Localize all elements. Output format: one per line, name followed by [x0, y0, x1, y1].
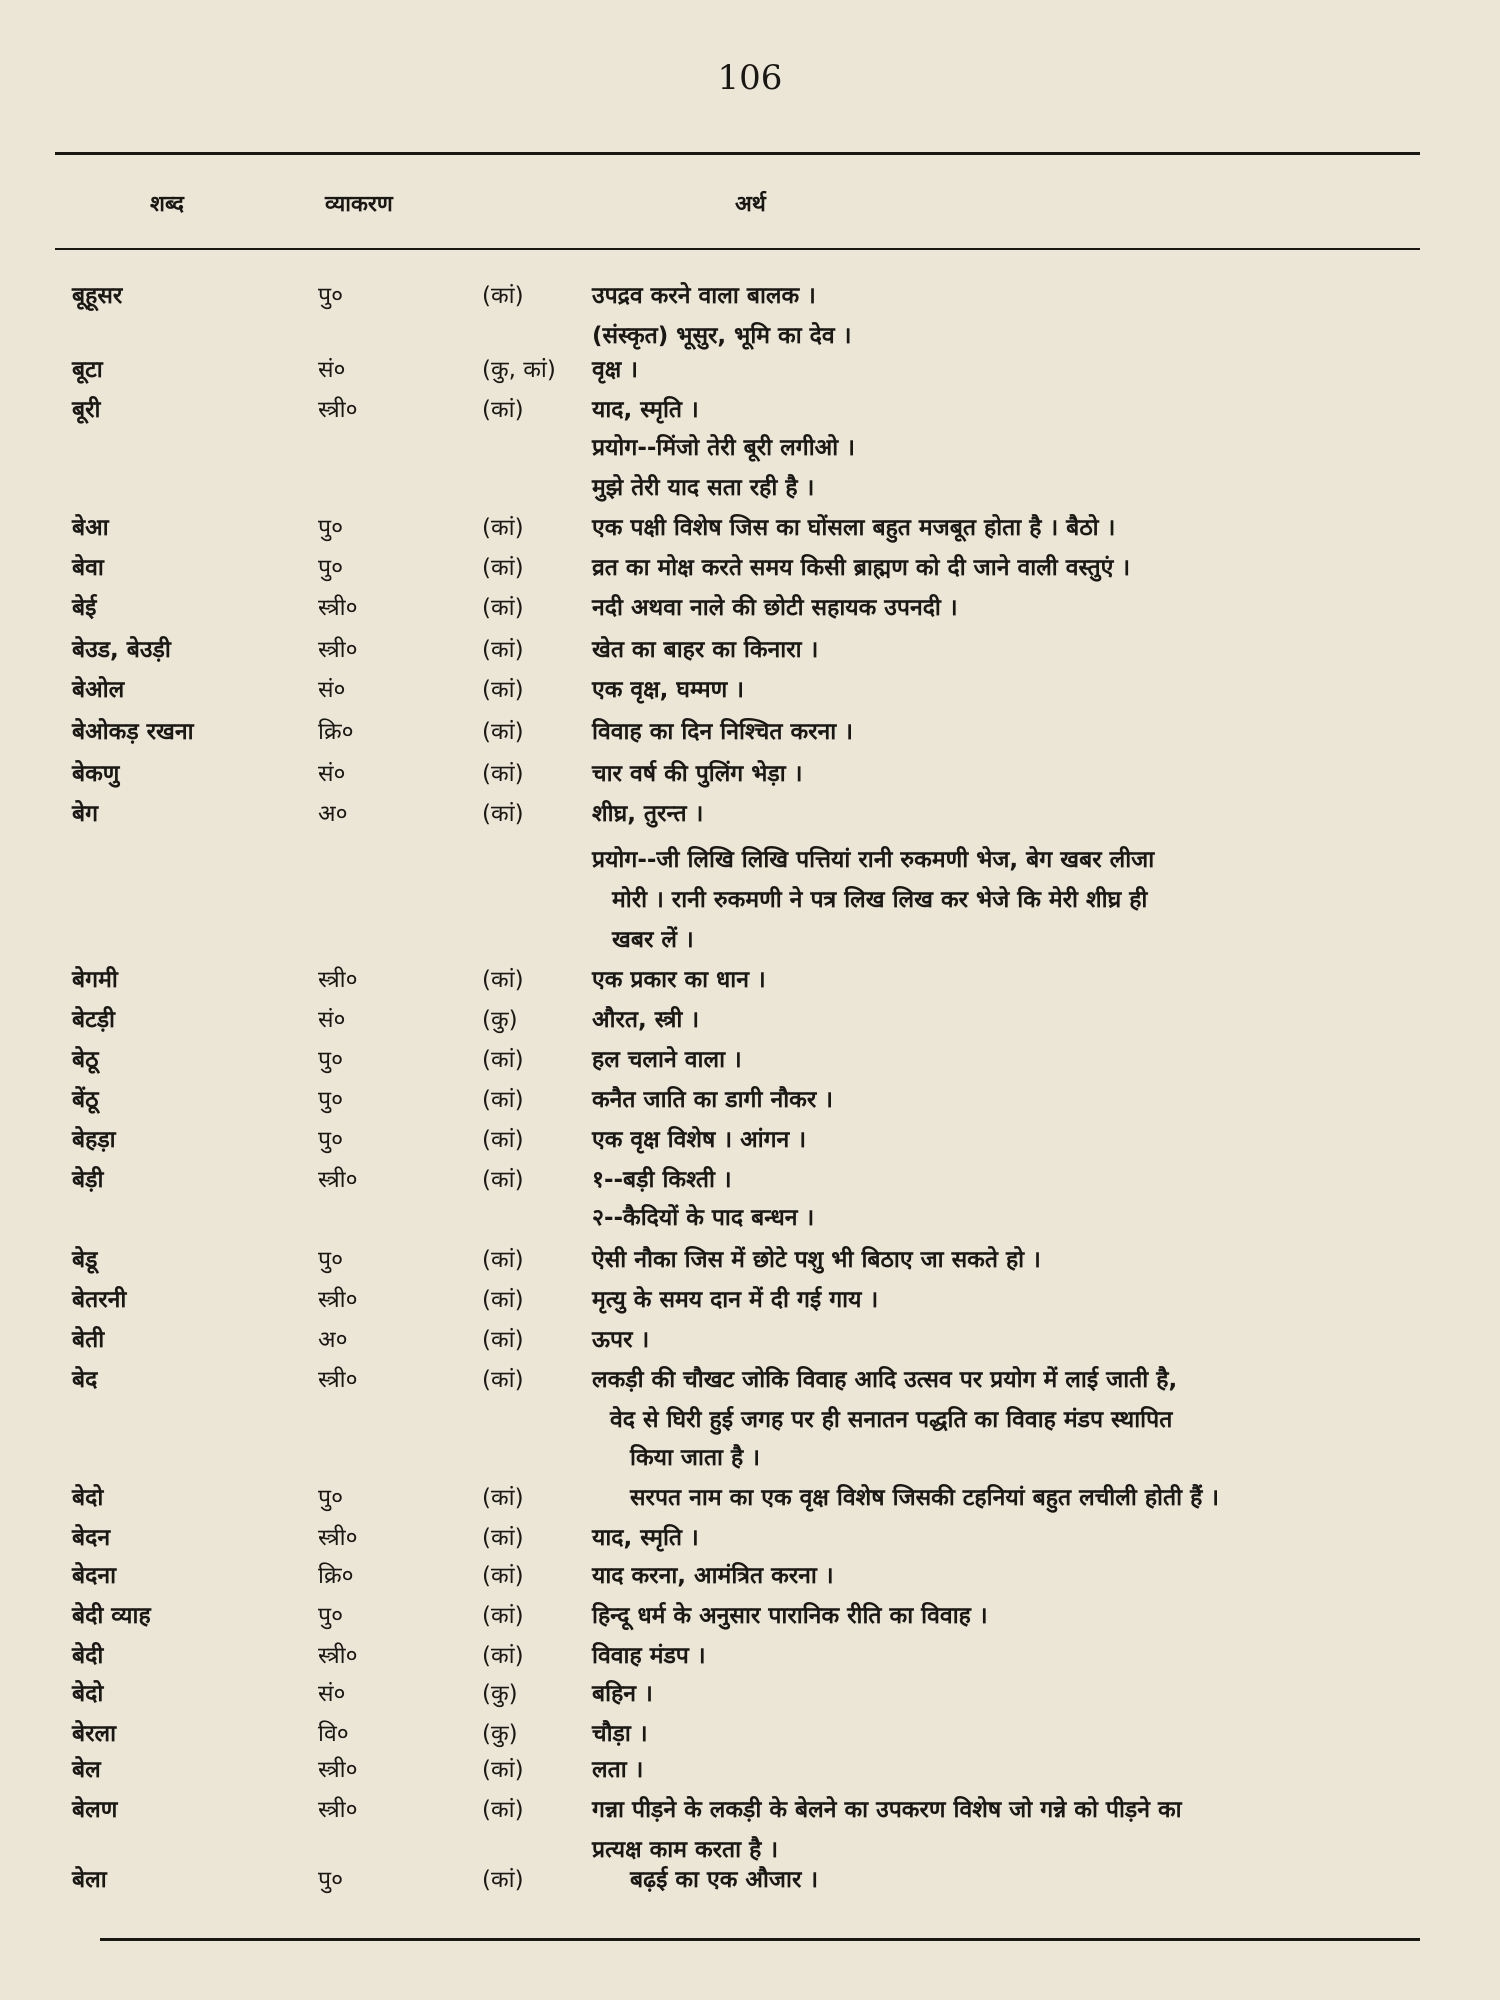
entry-word: बेठू [72, 1047, 99, 1073]
page-number: 106 [717, 58, 783, 98]
entry-word: बेला [72, 1867, 107, 1893]
entry-row [0, 1162, 1500, 1198]
entry-source: (कां) [482, 1367, 524, 1393]
entry-word: बेदो [72, 1485, 104, 1511]
entry-source: (कां) [482, 1603, 524, 1629]
entry-meaning: किया जाता है । [630, 1445, 760, 1471]
entry-word: बेतरनी [72, 1287, 127, 1313]
entry-word: बेगमी [72, 967, 118, 993]
entry-word: बेदो [72, 1681, 104, 1707]
entry-grammar: पु० [318, 1485, 344, 1511]
entry-grammar: स्त्री० [318, 595, 358, 621]
header-grammar: व्याकरण [325, 192, 393, 217]
entry-source: (कां) [482, 1087, 524, 1113]
entry-row [0, 1402, 1500, 1438]
entry-grammar: स्त्री० [318, 967, 358, 993]
entry-meaning: याद करना, आमंत्रित करना । [592, 1563, 834, 1589]
entry-meaning: १--बड़ी किश्ती । [592, 1167, 732, 1193]
entry-source: (कां) [482, 515, 524, 541]
entry-meaning: खेत का बाहर का किनारा । [592, 637, 819, 663]
entry-source: (कां) [482, 1643, 524, 1669]
entry-meaning: गन्ना पीड़ने के लकड़ी के बेलने का उपकरण विशेष जो गन्ने को पीड़ने का [592, 1797, 1182, 1823]
entry-source: (कां) [482, 1167, 524, 1193]
entry-row [0, 1122, 1500, 1158]
entry-grammar: सं० [318, 357, 346, 383]
entry-row [0, 672, 1500, 708]
entry-meaning: चार वर्ष की पुलिंग भेड़ा । [592, 761, 803, 787]
entry-word: बेटड़ी [72, 1007, 115, 1033]
entry-word: बेवा [72, 555, 104, 581]
entry-row [0, 318, 1500, 354]
entry-word: बेदी व्याह [72, 1603, 151, 1629]
entry-meaning: मोरी । रानी रुकमणी ने पत्र लिख लिख कर भेजे कि मेरी शीघ्र ही [612, 887, 1148, 913]
entry-source: (कां) [482, 1485, 524, 1511]
entry-row [0, 1676, 1500, 1712]
entry-source: (कां) [482, 1127, 524, 1153]
entry-meaning: हिन्दू धर्म के अनुसार पारानिक रीति का विवाह । [592, 1603, 988, 1629]
entry-meaning: एक वृक्ष विशेष । आंगन । [592, 1127, 807, 1153]
entry-grammar: पु० [318, 1247, 344, 1273]
entry-word: बूरी [72, 397, 101, 423]
entry-row [0, 922, 1500, 958]
entry-word: बेई [72, 595, 97, 621]
entry-word: बेल [72, 1757, 101, 1783]
entry-grammar: स्त्री० [318, 397, 358, 423]
entry-grammar: क्रि० [318, 1563, 354, 1589]
entry-row [0, 1282, 1500, 1318]
entry-source: (कां) [482, 1047, 524, 1073]
entry-source: (कां) [482, 397, 524, 423]
entry-meaning: लकड़ी की चौखट जोकि विवाह आदि उत्सव पर प्रयोग में लाई जाती है, [592, 1367, 1178, 1393]
entry-grammar: पु० [318, 1603, 344, 1629]
entry-row [0, 882, 1500, 918]
entry-row [0, 1638, 1500, 1674]
entry-grammar: पु० [318, 1087, 344, 1113]
entry-word: बेकणु [72, 761, 120, 787]
entry-meaning: चौड़ा । [592, 1721, 648, 1747]
entry-source: (कां) [482, 1757, 524, 1783]
entry-meaning: विवाह का दिन निश्चित करना । [592, 719, 853, 745]
top-rule [55, 152, 1420, 155]
entry-meaning: औरत, स्त्री । [592, 1007, 700, 1033]
entry-meaning: याद, स्मृति । [592, 1525, 699, 1551]
entry-row [0, 430, 1500, 466]
entry-row [0, 1480, 1500, 1516]
entry-meaning: नदी अथवा नाले की छोटी सहायक उपनदी । [592, 595, 958, 621]
entry-grammar: स्त्री० [318, 1167, 358, 1193]
entry-row [0, 842, 1500, 878]
entry-grammar: स्त्री० [318, 1525, 358, 1551]
entry-row [0, 1520, 1500, 1556]
entry-row [0, 1558, 1500, 1594]
entry-grammar: वि० [318, 1721, 349, 1747]
entry-meaning: (संस्कृत) भूसुर, भूमि का देव । [592, 323, 852, 349]
entry-word: बेउड, बेउड़ी [72, 637, 171, 663]
entry-meaning: २--कैदियों के पाद बन्धन । [592, 1205, 815, 1231]
entry-grammar: सं० [318, 761, 346, 787]
entry-source: (कु, कां) [482, 357, 556, 383]
entry-row [0, 1242, 1500, 1278]
entry-row [0, 278, 1500, 314]
entry-source: (कां) [482, 1247, 524, 1273]
entry-source: (कां) [482, 761, 524, 787]
entry-word: बेग [72, 801, 99, 827]
entry-grammar: पु० [318, 1867, 344, 1893]
entry-grammar: सं० [318, 1007, 346, 1033]
entry-word: बूहूसर [72, 283, 123, 309]
entry-meaning: सरपत नाम का एक वृक्ष विशेष जिसकी टहनियां बहुत लचीली होती हैं । [630, 1485, 1220, 1511]
entry-word: बेड़ी [72, 1167, 104, 1193]
entry-word: बेरला [72, 1721, 117, 1747]
entry-meaning: विवाह मंडप । [592, 1643, 706, 1669]
header-meaning: अर्थ [735, 192, 766, 217]
entry-row [0, 550, 1500, 586]
entry-meaning: एक वृक्ष, घम्मण । [592, 677, 744, 703]
entry-source: (कां) [482, 1525, 524, 1551]
entry-source: (कां) [482, 283, 524, 309]
entry-grammar: स्त्री० [318, 1757, 358, 1783]
entry-meaning: वृक्ष । [592, 357, 639, 383]
entry-source: (कां) [482, 967, 524, 993]
entry-row [0, 796, 1500, 832]
entry-row [0, 1002, 1500, 1038]
entry-grammar: पु० [318, 283, 344, 309]
entry-source: (कां) [482, 1867, 524, 1893]
entry-grammar: स्त्री० [318, 1287, 358, 1313]
entry-meaning: मुझे तेरी याद सता रही है । [592, 475, 815, 501]
entry-word: बेडू [72, 1247, 98, 1273]
entry-row [0, 470, 1500, 506]
entry-meaning: एक पक्षी विशेष जिस का घोंसला बहुत मजबूत होता है । बैठो । [592, 515, 1116, 541]
entry-row [0, 1440, 1500, 1476]
entry-meaning: हल चलाने वाला । [592, 1047, 742, 1073]
entry-word: बेंठू [72, 1087, 99, 1113]
entry-grammar: क्रि० [318, 719, 354, 745]
entry-row [0, 1200, 1500, 1236]
entry-grammar: सं० [318, 677, 346, 703]
entry-row [0, 1322, 1500, 1358]
entry-meaning: मृत्यु के समय दान में दी गई गाय । [592, 1287, 879, 1313]
entry-meaning: प्रयोग--जी लिखि लिखि पत्तियां रानी रुकमणी भेज, बेग खबर लीजा [592, 847, 1155, 873]
entry-source: (कु) [482, 1007, 518, 1033]
entry-word: बेदी [72, 1643, 104, 1669]
entry-word: बेआ [72, 515, 109, 541]
entry-meaning: शीघ्र, तुरन्त । [592, 801, 704, 827]
entry-source: (कां) [482, 1563, 524, 1589]
entry-grammar: स्त्री० [318, 1797, 358, 1823]
entry-meaning: याद, स्मृति । [592, 397, 699, 423]
entry-source: (कां) [482, 595, 524, 621]
entry-row [0, 756, 1500, 792]
entry-row [0, 1598, 1500, 1634]
entry-meaning: व्रत का मोक्ष करते समय किसी ब्राह्मण को दी जाने वाली वस्तुएं । [592, 555, 1131, 581]
entry-grammar: पु० [318, 515, 344, 541]
entry-source: (कां) [482, 555, 524, 581]
entry-source: (कु) [482, 1721, 518, 1747]
entry-meaning: लता । [592, 1757, 644, 1783]
entry-meaning: ऐसी नौका जिस में छोटे पशु भी बिठाए जा सकते हो । [592, 1247, 1041, 1273]
entry-row [0, 714, 1500, 750]
entry-row [0, 392, 1500, 428]
entry-word: बेओकड़ रखना [72, 719, 194, 745]
entry-row [0, 1862, 1500, 1898]
entry-source: (कां) [482, 1287, 524, 1313]
entry-meaning: प्रत्यक्ष काम करता है । [592, 1837, 779, 1863]
entry-meaning: ऊपर । [592, 1327, 650, 1353]
entry-word: बेदन [72, 1525, 111, 1551]
entry-meaning: बढ़ई का एक औजार । [630, 1867, 819, 1893]
entry-source: (कां) [482, 677, 524, 703]
entry-grammar: स्त्री० [318, 637, 358, 663]
entry-row [0, 1752, 1500, 1788]
bottom-rule [100, 1938, 1420, 1941]
entry-row [0, 1792, 1500, 1828]
entry-source: (कु) [482, 1681, 518, 1707]
entry-meaning: एक प्रकार का धान । [592, 967, 766, 993]
entry-row [0, 590, 1500, 626]
entry-word: बूटा [72, 357, 103, 383]
entry-grammar: पु० [318, 1127, 344, 1153]
entry-row [0, 1362, 1500, 1398]
entry-word: बेहड़ा [72, 1127, 116, 1153]
entry-source: (कां) [482, 1327, 524, 1353]
entry-grammar: अ० [318, 801, 348, 827]
entry-meaning: प्रयोग--मिंजो तेरी बूरी लगीओ । [592, 435, 855, 461]
entry-word: बेती [72, 1327, 105, 1353]
entry-source: (कां) [482, 1797, 524, 1823]
entry-source: (कां) [482, 719, 524, 745]
entry-grammar: स्त्री० [318, 1367, 358, 1393]
entry-row [0, 1082, 1500, 1118]
entry-grammar: अ० [318, 1327, 348, 1353]
header-word: शब्द [150, 192, 184, 217]
entry-word: बेद [72, 1367, 98, 1393]
entry-meaning: कनैत जाति का डागी नौकर । [592, 1087, 833, 1113]
entry-source: (कां) [482, 637, 524, 663]
entry-row [0, 510, 1500, 546]
entry-row [0, 1716, 1500, 1752]
entry-meaning: खबर लें । [612, 927, 694, 953]
entry-meaning: बहिन । [592, 1681, 653, 1707]
entry-word: बेलण [72, 1797, 118, 1823]
entry-row [0, 1042, 1500, 1078]
entry-grammar: सं० [318, 1681, 346, 1707]
entry-row [0, 632, 1500, 668]
header-rule [55, 248, 1420, 250]
entry-word: बेओल [72, 677, 125, 703]
entry-grammar: स्त्री० [318, 1643, 358, 1669]
entry-grammar: पु० [318, 1047, 344, 1073]
entry-word: बेदना [72, 1563, 117, 1589]
entry-grammar: पु० [318, 555, 344, 581]
entry-row [0, 962, 1500, 998]
entry-meaning: उपद्रव करने वाला बालक । [592, 283, 816, 309]
entry-source: (कां) [482, 801, 524, 827]
entry-row [0, 352, 1500, 388]
entry-meaning: वेद से घिरी हुई जगह पर ही सनातन पद्धति का विवाह मंडप स्थापित [610, 1407, 1173, 1433]
